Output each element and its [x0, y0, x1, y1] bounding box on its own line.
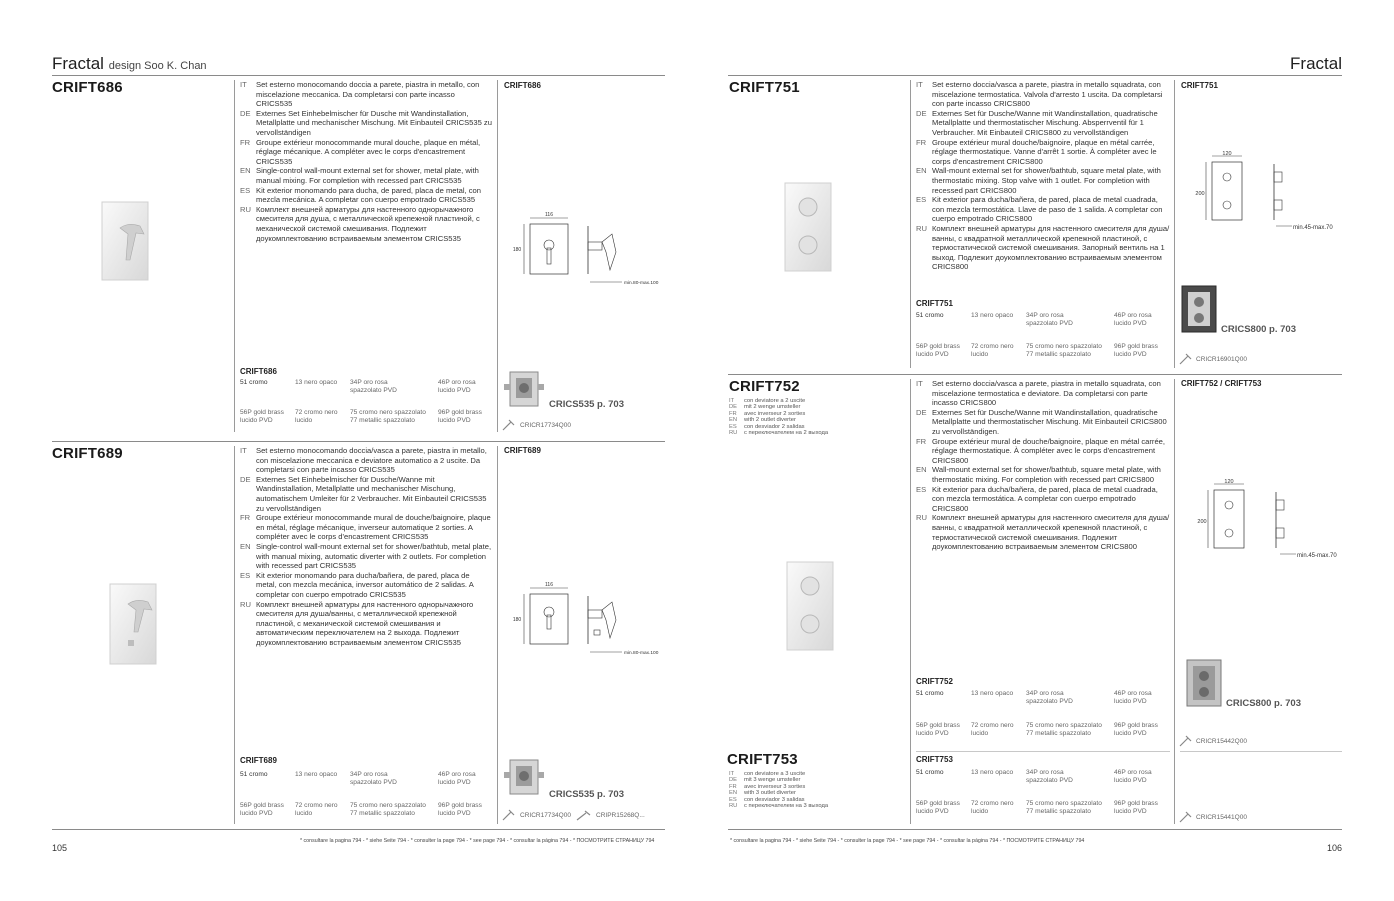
dim-width: 120 [1222, 151, 1232, 157]
tool-icon [1179, 734, 1193, 752]
accessory-crift752[interactable]: CRICS800 p. 703 [1226, 698, 1301, 709]
finish-13: 13 nero opaco [971, 690, 1014, 697]
finish-46: 46P oro rosa lucido PVD [1114, 312, 1152, 327]
product-photo-crift689 [108, 582, 158, 666]
right-col-sep-4 [1174, 379, 1175, 824]
right-col-sep-1 [910, 80, 911, 368]
drawing-title-crift689: CRIFT689 [504, 446, 541, 455]
drawing-title-crift686: CRIFT686 [504, 81, 541, 90]
accessory-code2-crift689: CRIPR15268Q... [596, 812, 645, 819]
accessory-code-crift751: CRICR16901Q00 [1196, 356, 1247, 363]
finish-56: 56P gold brass lucido PVD [240, 409, 284, 424]
finish-34: 34P oro rosa spazzolato PVD [1026, 312, 1073, 327]
finish-34: 34P oro rosa spazzolato PVD [1026, 690, 1073, 705]
product-code-crift753: CRIFT753 [727, 751, 798, 768]
right-col-sep-3 [910, 379, 911, 824]
right-footnote: * consultare la pagina 794 - * siehe Seite 794 - * consulter la page 794 - * see page 794 - * consultar la página 794 - * ПОСМОТРИТЕ СТРАНИЦУ 794 [730, 838, 1085, 844]
finish-72: 72 cromo nero lucido [295, 409, 338, 424]
finish-title-crift752: CRIFT752 [916, 677, 953, 686]
finish-title-crift751: CRIFT751 [916, 299, 953, 308]
dim-width: 116 [545, 212, 553, 218]
left-footer-rule [52, 829, 665, 830]
dim-height: 180 [512, 247, 522, 253]
finish-72: 72 cromo nero lucido [971, 722, 1014, 737]
description-crift751: IT Set esterno doccia/vasca a parete, piastra in metallo squadrata, con miscelazione termostatica. Valvola d'arresto 1 uscita. Da completarsi con parte incasso CRICS800 DE Externes Set für Dusche/Wanne mit Wandinstallation, quadratische Metallplatte und thermostatischer Mischung. Absperrventil für 1 Verbraucher. Mit Einbauteil CRICS800 zu vervollständigen FR Groupe extérieur mural douche/baignoire, plaque en métal carrée, réglage thermostatique. Vanne d'arrêt 1 sortie. À compléter avec le corps d'encastrement CRICS800 EN Wall-mount external set for shower/bathtub, square metal plate, with thermostatic mixing. Stop valve with 1 outlet. For completion with recessed part CRICS800 ES Kit exterior para ducha/bañera, de pared, placa de metal cuadrada, con mezcla termostática. Llave de paso de 1 salida. A completar con cuerpo empotrado CRICS800 RU Комплект внешней арматуры для настенного смесителя для душа/ванны, с квадратной металлической крепежной пластиной, с термостатической системой смешивания. Запорный вентиль на 1 выход. Подлежит доукомплектованию встраиваемым элементом CRICS800 [916, 80, 1170, 272]
accessory-crift689[interactable]: CRICS535 p. 703 [549, 789, 624, 800]
technical-drawing-crift751 [1190, 150, 1340, 240]
left-col-sep-2 [497, 80, 498, 432]
left-footnote: * consultare la pagina 794 - * siehe Seite 794 - * consulter la page 794 - * see page 794 - * consultar la página 794 - * ПОСМОТРИТЕ СТРАНИЦУ 794 [300, 838, 655, 844]
finish-75: 75 cromo nero spazzolato 77 metallic spazzolato [1026, 800, 1102, 815]
dim-depth: min.80-max.100 [624, 281, 659, 286]
finish-51: 51 cromo [916, 312, 944, 319]
finish-96: 96P gold brass lucido PVD [1114, 722, 1158, 737]
left-header-rule [52, 75, 665, 76]
right-col-sep-2 [1174, 80, 1175, 368]
finish-13: 13 nero opaco [971, 769, 1014, 776]
finish-75: 75 cromo nero spazzolato 77 metallic spazzolato [350, 802, 426, 817]
finish-13: 13 nero opaco [295, 379, 338, 386]
finish-divider [916, 751, 1170, 752]
accessory-code-crift686: CRICR17734Q00 [520, 422, 571, 429]
left-col-sep-1 [234, 80, 235, 432]
finish-51: 51 cromo [240, 771, 268, 778]
finish-title-crift753: CRIFT753 [916, 755, 953, 764]
finish-72: 72 cromo nero lucido [295, 802, 338, 817]
dim-width: 116 [545, 582, 553, 588]
finish-34: 34P oro rosa spazzolato PVD [1026, 769, 1073, 784]
product-photo-crift752 [785, 560, 835, 652]
finish-46: 46P oro rosa lucido PVD [438, 379, 476, 394]
finish-72: 72 cromo nero lucido [971, 800, 1014, 815]
dim-width: 120 [1224, 479, 1234, 485]
finish-96: 96P gold brass lucido PVD [1114, 800, 1158, 815]
finish-title-crift686: CRIFT686 [240, 367, 277, 376]
dim-depth: min.45-max.70 [1297, 553, 1337, 559]
finish-13: 13 nero opaco [971, 312, 1014, 319]
drawing-title-crift751: CRIFT751 [1181, 81, 1218, 90]
finish-13: 13 nero opaco [295, 771, 338, 778]
recessed-part-image-crift752 [1183, 656, 1227, 712]
left-mid-rule [52, 441, 665, 442]
drawing-title-crift752-753: CRIFT752 / CRIFT753 [1181, 379, 1262, 388]
product-code-crift686: CRIFT686 [52, 79, 123, 96]
right-page-number: 106 [1326, 843, 1342, 853]
finish-96: 96P gold brass lucido PVD [438, 409, 482, 424]
finish-72: 72 cromo nero lucido [971, 343, 1014, 358]
product-code-crift751: CRIFT751 [729, 79, 800, 96]
dim-height: 200 [1197, 519, 1207, 525]
finish-96: 96P gold brass lucido PVD [1114, 343, 1158, 358]
technical-drawing-crift752 [1192, 478, 1342, 568]
product-code-crift752: CRIFT752 [729, 378, 800, 395]
tool-icon [502, 418, 516, 436]
finish-34: 34P oro rosa spazzolato PVD [350, 379, 397, 394]
left-brand-header [52, 54, 207, 74]
finish-title-crift689: CRIFT689 [240, 756, 277, 765]
right-header-rule [728, 75, 1342, 76]
finish-51: 51 cromo [916, 769, 944, 776]
accessory-code-crift753: CRICR15441Q00 [1196, 814, 1247, 821]
designer-credit: design Soo K. Chan [108, 60, 207, 72]
finish-51: 51 cromo [240, 379, 268, 386]
finish-46: 46P oro rosa lucido PVD [438, 771, 476, 786]
accessory-crift751[interactable]: CRICS800 p. 703 [1221, 324, 1296, 335]
product-code-crift689: CRIFT689 [52, 445, 123, 462]
finish-56: 56P gold brass lucido PVD [240, 802, 284, 817]
recessed-part-image-crift751 [1178, 282, 1222, 338]
description-crift689: IT Set esterno monocomando doccia/vasca a parete, piastra in metallo, con miscelazione meccanica e deviatore automatico a 2 uscite. Da completarsi con parte incasso CRICS535 DE Externes Set Einhebelmischer für Dusche/Wanne mit Wandinstallation, Metallplatte und mechanischer Mischung, automatischem Umleiter für 2 Verbraucher. Mit Einbauteil CRICS535 zu vervollständigen FR Groupe extérieur monocommande mural de douche/baignoire, plaque en métal, réglage mécanique, inverseur automatique 2 sorties. A compléter avec le corps d'encastrement CRICS535 EN Single-control wall-mount external set for shower/bathtub, metal plate, with manual mixing, automatic diverter with 2 outlets. For completion with recessed part CRICS535 ES Kit exterior monomando para ducha/bañera, de pared, placa de metal, con mezcla mecánica, inversor automático de 2 salidas. A completar con cuerpo empotrado CRICS535 RU Комплект внешней арматуры для настенного однорычажного смесителя для душа/ванны, с металлической крепежной пластиной, с механической системой смешивания и автоматическим переключателем на 2 выхода. Подлежит доукомплектованию встраиваемым элементом CRICS535 [240, 446, 492, 647]
right-footer-rule [728, 829, 1342, 830]
recessed-part-image-crift689 [502, 752, 546, 802]
finish-46: 46P oro rosa lucido PVD [1114, 769, 1152, 784]
left-col-sep-3 [234, 446, 235, 824]
product-photo-crift751 [783, 181, 833, 273]
finish-96: 96P gold brass lucido PVD [438, 802, 482, 817]
brand-name: Fractal [52, 54, 104, 73]
finish-75: 75 cromo nero spazzolato 77 metallic spazzolato [350, 409, 426, 424]
finish-56: 56P gold brass lucido PVD [916, 722, 960, 737]
finish-56: 56P gold brass lucido PVD [916, 800, 960, 815]
tool-icon [1179, 352, 1193, 370]
dim-height: 200 [1195, 191, 1205, 197]
accessory-code-crift689: CRICR17734Q00 [520, 812, 571, 819]
right-mid-rule [728, 374, 1342, 375]
dim-depth: min.45-max.70 [1293, 225, 1333, 231]
technical-drawing-crift689 [510, 582, 670, 662]
dim-depth: min.80-max.100 [624, 651, 659, 656]
description-crift752: IT Set esterno doccia/vasca a parete, piastra in metallo squadrata, con miscelazione termostatica e deviatore. Da completarsi con parte incasso CRICS800 DE Externes Set für Dusche/Wanne mit Wandinstallation, quadratische Metallplatte und thermostatischer Mischung. Mit Einbauteil CRICS800 zu vervollständigen. FR Groupe extérieur mural de douche/baignoire, plaque en métal carrée, réglage thermostatique. À compléter avec le corps d'encastrement CRICS800 EN Wall-mount external set for shower/bathtub, square metal plate, with thermostatic mixing. For completion with recessed part CRICS800 ES Kit exterior para ducha/bañera, de pared, placa de metal cuadrada, con mezcla termostática. A completar con cuerpo empotrado CRICS800 RU Комплект внешней арматуры для настенного смесителя для душа/ванны, с квадратной металлической крепежной пластиной, с термостатической системой смешивания. Подлежит доукомплектованию встраиваемым элементом CRICS800 [916, 379, 1170, 552]
accessory-code-crift752: CRICR15442Q00 [1196, 738, 1247, 745]
accessory-divider [1180, 751, 1342, 752]
recessed-part-image-crift686 [502, 364, 546, 414]
product-photo-crift686 [100, 200, 150, 282]
description-crift686: IT Set esterno monocomando doccia a parete, piastra in metallo, con miscelazione meccanica. Da completarsi con parte incasso CRICS535 DE Externes Set Einhebelmischer für Dusche mit Wandinstallation, Metallplatte und mechanischer Mischung. Mit Einbauteil CRICS535 zu vervollständigen FR Groupe extérieur monocommande mural douche, plaque en métal, réglage mécanique. A compléter avec le corps d'encastrement CRICS535 EN Single-control wall-mount external set for shower, metal plate, with manual mixing. For completion with recessed part CRICS535 ES Kit exterior monomando para ducha, de pared, placa de metal, con mezcla mecánica. A completar con cuerpo empotrado CRICS535 RU Комплект внешней арматуры для настенного однорычажного смесителя для душа, с металлической крепежной пластиной, с механической системой смешивания. Подлежит доукомплектованию встраиваемым элементом CRICS535 [240, 80, 492, 243]
technical-drawing-crift686 [510, 212, 670, 292]
dim-height: 180 [512, 617, 522, 623]
finish-34: 34P oro rosa spazzolato PVD [350, 771, 397, 786]
finish-75: 75 cromo nero spazzolato 77 metallic spazzolato [1026, 722, 1102, 737]
left-page-number: 105 [52, 843, 68, 853]
finish-56: 56P gold brass lucido PVD [916, 343, 960, 358]
variant-list-crift752: IT con deviatore a 2 uscite DE mit 2 wenge umsteller FR avec inverseur 2 sorties EN with 2 outlet diverter ES con desviador 2 salidas RU с переключателем на 2 выхода [729, 398, 829, 437]
accessory-crift686[interactable]: CRICS535 p. 703 [549, 399, 624, 410]
finish-51: 51 cromo [916, 690, 944, 697]
shower-icon [576, 808, 592, 826]
variant-list-crift753: IT con deviatore a 3 uscite DE mit 3 wenge umsteller FR avec inverseur 3 sorties EN with 3 outlet diverter ES con desviador 3 salidas RU с переключателем на 3 выхода [729, 771, 829, 810]
left-col-sep-4 [497, 446, 498, 824]
tool-icon [1179, 810, 1193, 828]
finish-75: 75 cromo nero spazzolato 77 metallic spazzolato [1026, 343, 1102, 358]
tool-icon [502, 808, 516, 826]
right-brand-header: Fractal [1290, 54, 1342, 73]
finish-46: 46P oro rosa lucido PVD [1114, 690, 1152, 705]
